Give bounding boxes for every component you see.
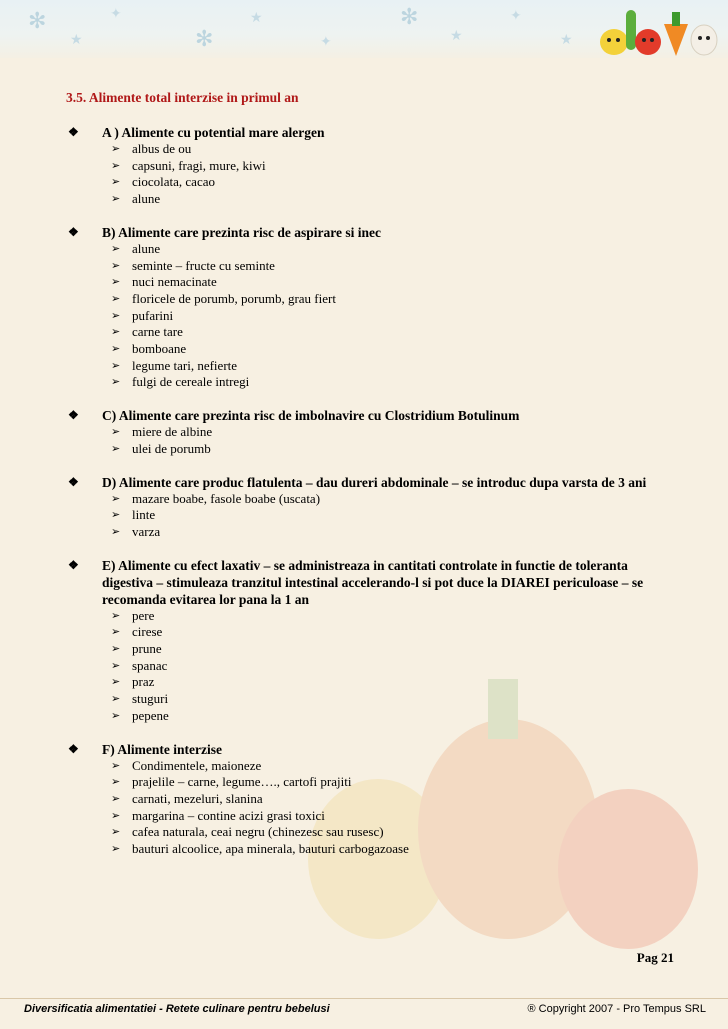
section-title: 3.5. Alimente total interzise in primul an bbox=[66, 90, 299, 105]
arrow-bullet-icon: ➢ bbox=[111, 826, 121, 839]
list-item bbox=[111, 141, 678, 158]
list-item bbox=[111, 308, 678, 325]
list-item-text: alune bbox=[132, 191, 161, 207]
category-group bbox=[66, 407, 678, 457]
arrow-bullet-icon: ➢ bbox=[111, 809, 121, 822]
list-item bbox=[111, 424, 678, 441]
list-item bbox=[111, 241, 678, 258]
arrow-bullet-icon: ➢ bbox=[111, 525, 121, 538]
arrow-bullet-icon: ➢ bbox=[111, 843, 121, 856]
arrow-bullet-icon: ➢ bbox=[111, 759, 121, 772]
list-item-text: stuguri bbox=[132, 691, 169, 707]
category-group bbox=[66, 224, 678, 391]
list-item-text: legume tari, nefierte bbox=[132, 357, 238, 373]
footer-title: Diversificatia alimentatiei - Retete culinare pentru bebelusi bbox=[24, 1003, 330, 1015]
arrow-bullet-icon: ➢ bbox=[111, 643, 121, 656]
category-heading bbox=[66, 124, 678, 141]
header-decoration bbox=[0, 0, 728, 58]
list-item bbox=[111, 491, 678, 508]
list-item-text: cirese bbox=[132, 624, 163, 640]
arrow-bullet-icon: ➢ bbox=[111, 143, 121, 155]
arrow-bullet-icon: ➢ bbox=[111, 442, 121, 455]
category-heading bbox=[66, 407, 678, 424]
list-item-text: albus de ou bbox=[132, 141, 192, 156]
arrow-bullet-icon: ➢ bbox=[111, 309, 121, 322]
list-item bbox=[111, 774, 678, 791]
star-icon: ✦ bbox=[110, 7, 122, 22]
list-item-text: linte bbox=[132, 507, 156, 523]
arrow-bullet-icon: ➢ bbox=[111, 709, 121, 722]
list-item-text: pufarini bbox=[132, 307, 174, 323]
arrow-bullet-icon: ➢ bbox=[111, 326, 121, 339]
footer-copyright: ® Copyright 2007 - Pro Tempus SRL bbox=[527, 1003, 706, 1015]
category-list bbox=[66, 124, 678, 858]
category-heading bbox=[66, 474, 678, 491]
list-item bbox=[111, 174, 678, 191]
list-item-text: ciocolata, cacao bbox=[132, 174, 215, 190]
list-item-text: miere de albine bbox=[132, 424, 213, 440]
category-title: D) Alimente care produc flatulenta – dau dureri abdominale – se introduc dupa varsta de 3 ani bbox=[102, 474, 647, 490]
food-list bbox=[66, 491, 678, 541]
arrow-bullet-icon: ➢ bbox=[111, 659, 121, 672]
list-item bbox=[111, 191, 678, 208]
list-item-text: varza bbox=[132, 523, 161, 539]
category-heading bbox=[66, 557, 678, 608]
food-list bbox=[66, 758, 678, 858]
star-icon: ★ bbox=[560, 33, 573, 48]
list-item bbox=[111, 274, 678, 291]
list-item bbox=[111, 674, 678, 691]
list-item bbox=[111, 758, 678, 775]
category-heading bbox=[66, 741, 678, 758]
list-item bbox=[111, 708, 678, 725]
category-group bbox=[66, 557, 678, 725]
category-title: A ) Alimente cu potential mare alergen bbox=[102, 125, 325, 140]
list-item bbox=[111, 641, 678, 658]
category-heading bbox=[66, 224, 678, 241]
diamond-bullet-icon: ❖ bbox=[68, 408, 79, 423]
list-item bbox=[111, 824, 678, 841]
star-icon: ✦ bbox=[510, 9, 522, 24]
arrow-bullet-icon: ➢ bbox=[111, 676, 121, 689]
category-group bbox=[66, 124, 678, 208]
list-item-text: bomboane bbox=[132, 341, 187, 357]
list-item bbox=[111, 524, 678, 541]
category-title: F) Alimente interzise bbox=[102, 741, 222, 757]
list-item bbox=[111, 441, 678, 458]
category-title: E) Alimente cu efect laxativ – se administreaza in cantitati controlate in functie de toleranta digestiva – stimuleaza tranzitul intestinal accelerando-l si pot duce la DIAREI periculoase – se recomanda evitarea lor pana la 1 an bbox=[102, 557, 644, 607]
arrow-bullet-icon: ➢ bbox=[111, 509, 121, 522]
arrow-bullet-icon: ➢ bbox=[111, 776, 121, 789]
list-item-text: cafea naturala, ceai negru (chinezesc sau rusesc) bbox=[132, 824, 384, 840]
list-item-text: prune bbox=[132, 641, 162, 657]
snowflake-icon: ✻ bbox=[28, 8, 47, 33]
food-list bbox=[66, 608, 678, 725]
list-item bbox=[111, 624, 678, 641]
list-item-text: spanac bbox=[132, 657, 168, 673]
diamond-bullet-icon: ❖ bbox=[68, 125, 79, 139]
arrow-bullet-icon: ➢ bbox=[111, 259, 121, 272]
star-icon: ★ bbox=[250, 11, 263, 26]
list-item bbox=[111, 691, 678, 708]
arrow-bullet-icon: ➢ bbox=[111, 292, 121, 305]
arrow-bullet-icon: ➢ bbox=[111, 792, 121, 805]
list-item-text: margarina – contine acizi grasi toxici bbox=[132, 807, 325, 823]
list-item bbox=[111, 291, 678, 308]
document-body bbox=[66, 90, 678, 874]
food-list bbox=[66, 241, 678, 391]
arrow-bullet-icon: ➢ bbox=[111, 159, 121, 172]
list-item-text: carne tare bbox=[132, 324, 183, 340]
list-item bbox=[111, 258, 678, 275]
fruit-characters-image bbox=[596, 4, 724, 60]
category-title: C) Alimente care prezinta risc de imbolnavire cu Clostridium Botulinum bbox=[102, 408, 520, 424]
list-item-text: mazare boabe, fasole boabe (uscata) bbox=[132, 490, 321, 506]
list-item-text: praz bbox=[132, 674, 155, 690]
list-item-text: alune bbox=[132, 240, 161, 256]
arrow-bullet-icon: ➢ bbox=[111, 426, 121, 439]
snowflake-icon: ✻ bbox=[400, 4, 419, 29]
category-group bbox=[66, 741, 678, 858]
list-item bbox=[111, 791, 678, 808]
list-item bbox=[111, 341, 678, 358]
footer-divider bbox=[0, 998, 728, 999]
arrow-bullet-icon: ➢ bbox=[111, 276, 121, 289]
category-title: B) Alimente care prezinta risc de aspirare si inec bbox=[102, 224, 381, 240]
diamond-bullet-icon: ❖ bbox=[68, 741, 79, 756]
diamond-bullet-icon: ❖ bbox=[68, 474, 79, 489]
list-item-text: prajelile – carne, legume…., cartofi prajiti bbox=[132, 774, 352, 790]
star-icon: ★ bbox=[450, 29, 463, 44]
star-icon: ✦ bbox=[320, 35, 332, 50]
list-item bbox=[111, 374, 678, 391]
list-item-text: carnati, mezeluri, slanina bbox=[132, 790, 263, 806]
list-item-text: ulei de porumb bbox=[132, 440, 211, 456]
diamond-bullet-icon: ❖ bbox=[68, 557, 79, 572]
arrow-bullet-icon: ➢ bbox=[111, 626, 121, 639]
list-item bbox=[111, 158, 678, 175]
list-item bbox=[111, 324, 678, 341]
arrow-bullet-icon: ➢ bbox=[111, 492, 121, 505]
list-item bbox=[111, 608, 678, 625]
list-item-text: pere bbox=[132, 607, 155, 623]
list-item bbox=[111, 358, 678, 375]
list-item-text: pepene bbox=[132, 707, 169, 723]
arrow-bullet-icon: ➢ bbox=[111, 242, 121, 255]
arrow-bullet-icon: ➢ bbox=[111, 176, 121, 189]
category-group bbox=[66, 474, 678, 541]
list-item-text: Condimentele, maioneze bbox=[132, 757, 262, 773]
arrow-bullet-icon: ➢ bbox=[111, 609, 121, 622]
list-item-text: fulgi de cereale intregi bbox=[132, 374, 250, 390]
list-item-text: bauturi alcoolice, apa minerala, bauturi carbogazoase bbox=[132, 841, 409, 857]
star-icon: ★ bbox=[70, 33, 83, 48]
page-number: Pag 21 bbox=[636, 950, 674, 965]
list-item-text: capsuni, fragi, mure, kiwi bbox=[132, 157, 266, 173]
list-item-text: floricele de porumb, porumb, grau fiert bbox=[132, 290, 336, 306]
arrow-bullet-icon: ➢ bbox=[111, 193, 121, 206]
snowflake-icon: ✻ bbox=[195, 26, 214, 51]
list-item-text: seminte – fructe cu seminte bbox=[132, 257, 275, 273]
arrow-bullet-icon: ➢ bbox=[111, 376, 121, 389]
list-item bbox=[111, 841, 678, 858]
arrow-bullet-icon: ➢ bbox=[111, 693, 121, 706]
food-list bbox=[66, 424, 678, 457]
arrow-bullet-icon: ➢ bbox=[111, 343, 121, 356]
food-list bbox=[66, 141, 678, 208]
list-item bbox=[111, 808, 678, 825]
diamond-bullet-icon: ❖ bbox=[68, 224, 79, 239]
arrow-bullet-icon: ➢ bbox=[111, 359, 121, 372]
list-item bbox=[111, 658, 678, 675]
list-item-text: nuci nemacinate bbox=[132, 274, 217, 290]
list-item bbox=[111, 507, 678, 524]
